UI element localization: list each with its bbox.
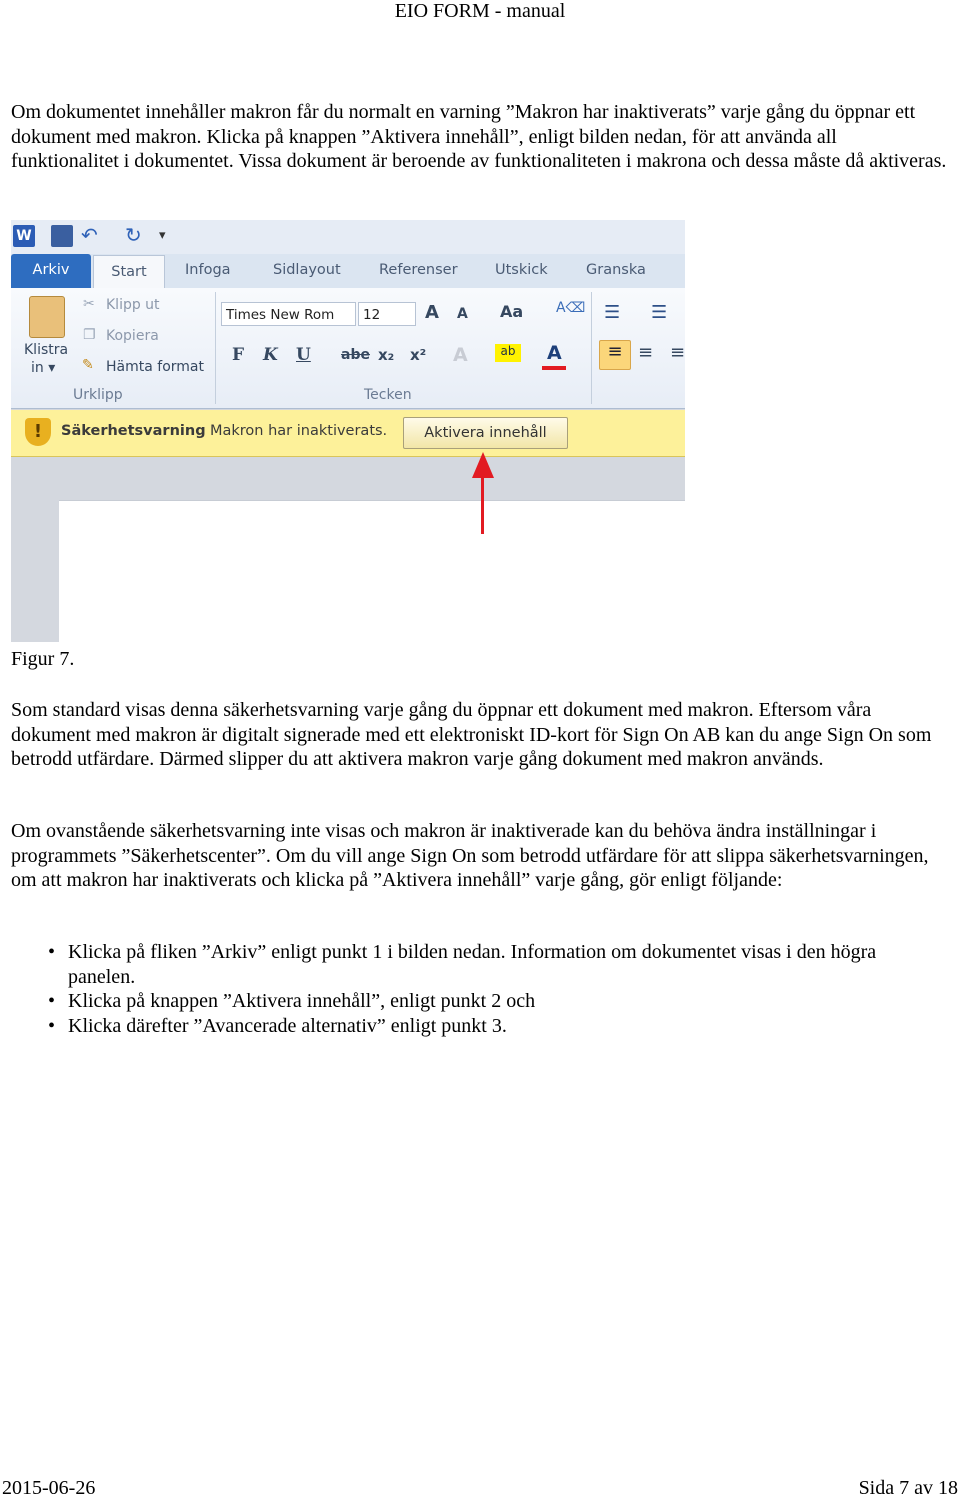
align-center-icon[interactable]: ≡ [638, 342, 654, 363]
instruction-list [48, 940, 938, 1038]
footer-date: 2015-06-26 [2, 1477, 96, 1499]
list-item: • Klicka på fliken ”Arkiv” enligt punkt 1 i bilden nedan. Information om dokumentet visas i den högra panelen. [48, 940, 938, 989]
bullets-icon[interactable]: ☰ [604, 302, 621, 323]
cut-button[interactable]: Klipp ut [106, 297, 160, 313]
list-item: • Klicka på knappen ”Aktivera innehåll”, enligt punkt 2 och [48, 989, 938, 1014]
tab-mailings[interactable]: Utskick [495, 262, 548, 278]
format-painter-icon: ✎ [82, 357, 94, 373]
copy-button[interactable]: Kopiera [106, 328, 159, 344]
bold-button[interactable]: F [232, 345, 245, 365]
security-warning-bar [11, 410, 685, 457]
superscript-button[interactable]: x² [410, 346, 427, 364]
page-header: EIO FORM - manual [394, 0, 566, 22]
figure-caption: Figur 7. [11, 648, 75, 670]
tab-file[interactable]: Arkiv [11, 254, 91, 288]
red-arrow-head [472, 452, 494, 478]
scissors-icon: ✂ [83, 296, 95, 312]
copy-icon: ❐ [83, 327, 96, 343]
list-item: • Klicka därefter ”Avancerade alternativ” enligt punkt 3. [48, 1014, 938, 1039]
italic-button[interactable]: K [263, 345, 278, 365]
undo-icon[interactable]: ↶ [81, 223, 98, 247]
security-warning-title: Säkerhetsvarning [61, 423, 206, 439]
format-painter-button[interactable]: Hämta format [106, 359, 204, 375]
font-group-label: Tecken [364, 387, 412, 403]
text-effects-icon[interactable]: A [453, 344, 468, 366]
word-app-icon: W [13, 225, 35, 247]
word-ribbon-screenshot [11, 220, 685, 642]
tab-start[interactable]: Start [93, 255, 165, 290]
ribbon-start [11, 288, 685, 409]
paste-label-2: in ▾ [31, 360, 56, 376]
shrink-font-icon[interactable]: A [457, 306, 468, 322]
page-edge [59, 500, 685, 501]
highlight-icon[interactable]: ab [495, 344, 521, 362]
enable-content-button[interactable]: Aktivera innehåll [403, 417, 568, 449]
font-name-select[interactable]: Times New Rom [221, 302, 356, 326]
red-arrow-line [481, 476, 484, 534]
ribbon-tabs [11, 254, 685, 288]
quick-access-toolbar [11, 220, 685, 254]
grow-font-icon[interactable]: A [425, 302, 439, 323]
font-size-select[interactable]: 12 [358, 302, 416, 326]
underline-button[interactable]: U [296, 345, 311, 365]
footer-page-number: Sida 7 av 18 [858, 1477, 958, 1499]
paste-icon[interactable] [29, 296, 65, 338]
change-case-icon[interactable]: Aa [500, 302, 524, 321]
font-color-swatch [542, 366, 566, 370]
align-left-button[interactable]: ≡ [599, 340, 631, 370]
align-right-icon[interactable]: ≡ [670, 342, 685, 363]
customize-toolbar-icon[interactable]: ▾ [159, 228, 166, 243]
tab-layout[interactable]: Sidlayout [273, 262, 341, 278]
subscript-button[interactable]: x₂ [378, 346, 395, 364]
trust-center-paragraph: Om ovanstående säkerhetsvarning inte visas och makron är inaktiverade kan du behöva ändra inställningar i programmets ”Säkerhetscenter”. Om du vill ange Sign On som betrodd utfärdare för att slippa säkerhetsvarningen, om att makron har inaktiverats och klicka på ”Aktivera innehåll” varje gång, gör enligt följande: [11, 820, 929, 892]
shield-warning-icon: ! [25, 418, 51, 446]
standard-warning-paragraph: Som standard visas denna säkerhetsvarning varje gång du öppnar ett dokument med makron. Eftersom våra dokument med makron är digitalt signerade med ett elektroniskt ID-kort för Sign On AB kan du ange Sign On som betrodd utfärdare. Därmed slipper du att aktivera makron varje gång dokument med makron används. [11, 699, 932, 771]
tab-insert[interactable]: Infoga [185, 262, 231, 278]
redo-icon[interactable]: ↻ [125, 223, 142, 247]
security-warning-text: Makron har inaktiverats. [210, 423, 388, 439]
document-page[interactable] [59, 500, 685, 642]
font-color-icon[interactable]: A [547, 342, 562, 364]
intro-paragraph: Om dokumentet innehåller makron får du normalt en varning ”Makron har inaktiverats” varje gång du öppnar ett dokument med makron. Klicka på knappen ”Aktivera innehåll”, enligt bilden nedan, för att använda all funktionalitet i dokumentet. Vissa dokument är beroende av funktionaliteten i makrona och dessa måste då aktiveras. [11, 101, 947, 173]
group-divider [591, 292, 592, 404]
group-divider [215, 292, 216, 404]
tab-review[interactable]: Granska [586, 262, 646, 278]
clear-format-icon[interactable]: A⌫ [556, 300, 586, 316]
paste-label-1: Klistra [24, 342, 69, 358]
clipboard-group-label: Urklipp [73, 387, 123, 403]
tab-references[interactable]: Referenser [379, 262, 458, 278]
numbering-icon[interactable]: ☰ [651, 302, 668, 323]
strikethrough-button[interactable]: abe [341, 347, 370, 363]
save-icon[interactable] [51, 225, 73, 247]
